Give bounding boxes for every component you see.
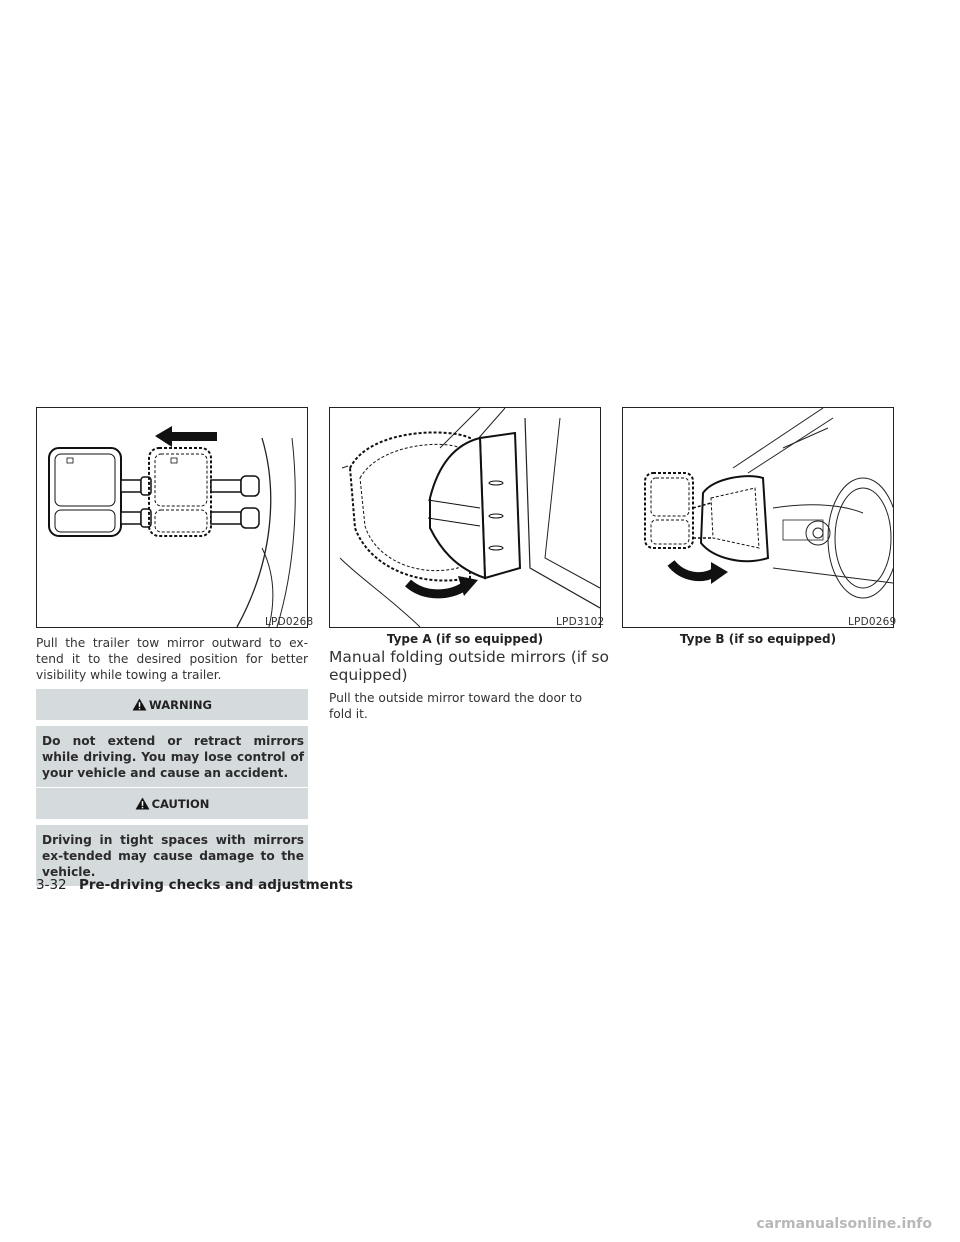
folding-mirror-type-b-illustration bbox=[623, 408, 893, 627]
section-title: Pre-driving checks and adjustments bbox=[78, 877, 353, 893]
figure-code: LPD3102 bbox=[556, 616, 605, 628]
page-number: 3-32 bbox=[36, 877, 67, 893]
figure-code: LPD0268 bbox=[265, 616, 314, 628]
warning-label: WARNING bbox=[149, 697, 212, 712]
folding-mirror-type-a-illustration bbox=[330, 408, 600, 627]
caution-icon bbox=[135, 797, 150, 810]
figure-caption: Type B (if so equipped) bbox=[679, 632, 837, 646]
figure-trailer-tow-mirror bbox=[36, 407, 308, 628]
figure-caption: Type A (if so equipped) bbox=[386, 632, 544, 646]
caution-label: CAUTION bbox=[151, 796, 210, 811]
caution-header bbox=[36, 788, 308, 819]
caution-text: Driving in tight spaces with mirrors ex-tended may cause damage to the vehicle. bbox=[42, 833, 304, 879]
trailer-tow-mirror-illustration bbox=[37, 408, 307, 627]
figure-code: LPD0269 bbox=[848, 616, 897, 628]
figure-folding-mirror-type-b bbox=[622, 407, 897, 628]
caution-box bbox=[36, 788, 308, 886]
intro-paragraph: Pull the trailer tow mirror outward to ex-tend it to the desired position for better visibility while towing a trailer. bbox=[36, 636, 308, 682]
warning-text: Do not extend or retract mirrors while driving. You may lose control of your vehicle and cause an accident. bbox=[42, 734, 304, 780]
watermark: carmanualsonline.info bbox=[756, 1216, 932, 1232]
fold-instructions: Pull the outside mirror toward the door to fold it. bbox=[329, 691, 583, 721]
warning-icon bbox=[132, 698, 147, 711]
page-footer bbox=[36, 877, 353, 893]
warning-header bbox=[36, 689, 308, 720]
figure-folding-mirror-type-a bbox=[329, 407, 601, 628]
section-heading: Manual folding outside mirrors (if so equipped) bbox=[329, 648, 609, 684]
warning-box bbox=[36, 689, 308, 787]
